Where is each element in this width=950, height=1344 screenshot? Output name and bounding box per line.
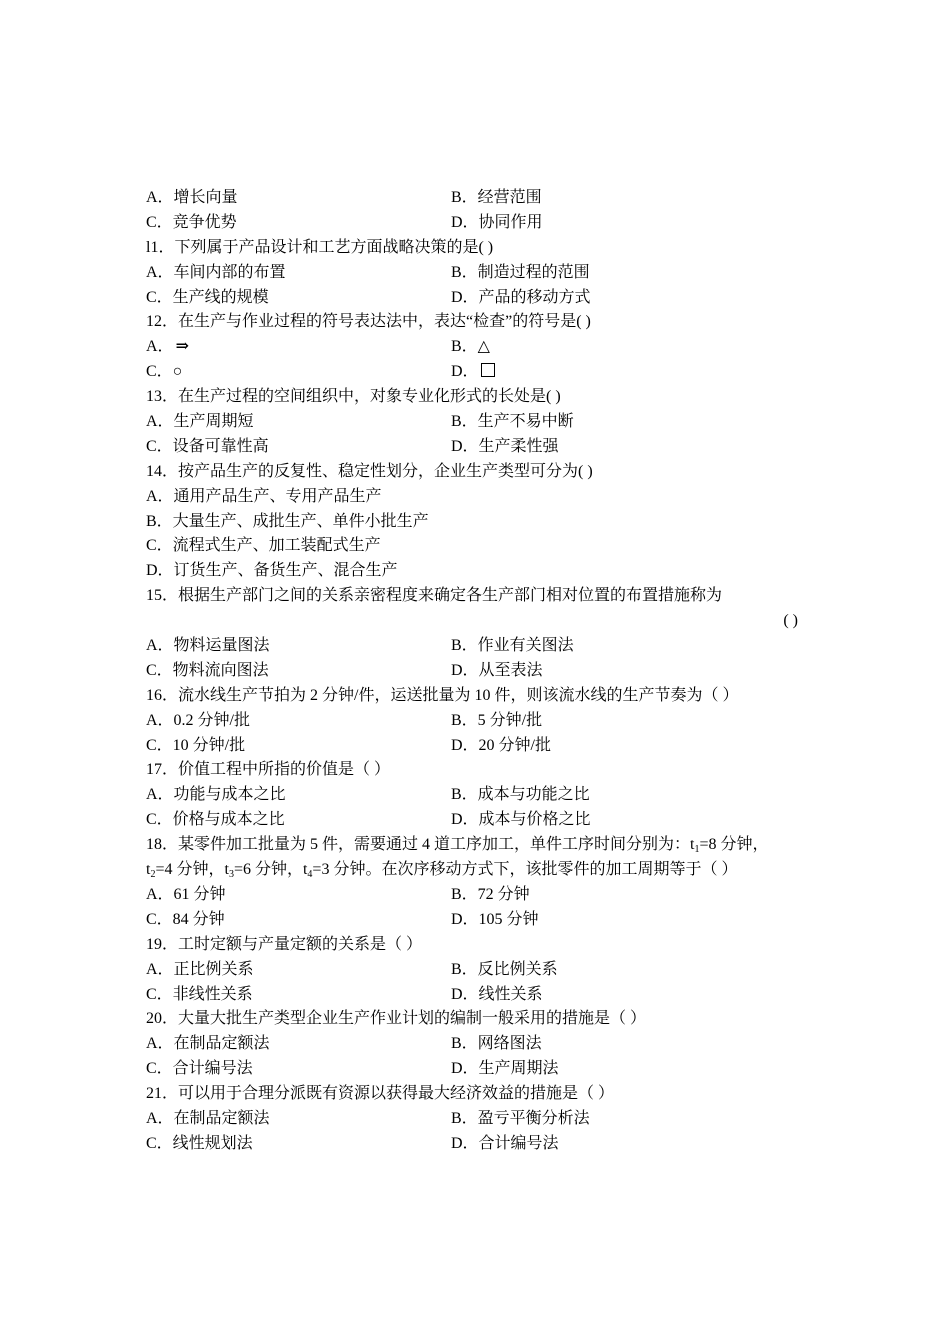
square-outline-icon xyxy=(481,363,495,377)
question-stem xyxy=(146,584,826,609)
question-stem xyxy=(146,684,826,709)
subscript: 4 xyxy=(307,869,313,881)
option-row xyxy=(146,883,826,908)
q19-option-c: C．非线性关系 xyxy=(146,985,253,1003)
q14-option-b: B．大量生产、成批生产、单件小批生产 xyxy=(146,512,429,530)
q17-option-c: C．价格与成本之比 xyxy=(146,811,285,829)
question-stem xyxy=(146,236,826,261)
q15-option-c: C．物料流向图法 xyxy=(146,661,269,679)
subscript: 1 xyxy=(694,844,700,856)
q10-option-b: B．经营范围 xyxy=(451,189,542,206)
option-row xyxy=(146,360,826,385)
option-row xyxy=(146,1032,826,1057)
q12-option-d xyxy=(451,360,495,385)
option-row xyxy=(146,211,826,236)
q15-answer-blank: ( ) xyxy=(783,612,798,630)
q19-option-a: A．正比例关系 xyxy=(146,960,254,978)
q13-option-a: A．生产周期短 xyxy=(146,413,254,431)
q15-stem: 15．根据生产部门之间的关系亲密程度来确定各生产部门相对位置的布置措施称为 xyxy=(146,587,723,605)
q10-option-a: A．增长向量 xyxy=(146,189,238,206)
option-row xyxy=(146,534,826,559)
q20-option-c: C．合计编号法 xyxy=(146,1060,253,1078)
q11-stem: l1．下列属于产品设计和工艺方面战略决策的是( ) xyxy=(146,238,494,256)
option-row xyxy=(146,1132,826,1157)
question-stem xyxy=(146,460,826,485)
q13-option-b: B．生产不易中断 xyxy=(451,413,574,431)
q12-option-a-label: A． xyxy=(146,338,174,356)
q21-option-b: B．盈亏平衡分析法 xyxy=(451,1109,590,1127)
option-row xyxy=(146,1107,826,1132)
question-stem xyxy=(146,1007,826,1032)
option-row xyxy=(146,261,826,286)
q13-stem: 13．在生产过程的空间组织中，对象专业化形式的长处是( ) xyxy=(146,388,561,406)
q20-option-b: B．网络图法 xyxy=(451,1035,542,1053)
option-row xyxy=(146,1057,826,1082)
q18-stem-text: =3 分钟。在次序移动方式下，该批零件的加工周期等于（ ） xyxy=(312,861,738,879)
q21-option-a: A．在制品定额法 xyxy=(146,1109,270,1127)
q14-option-a: A．通用产品生产、专用产品生产 xyxy=(146,487,382,505)
option-row xyxy=(146,808,826,833)
q18-stem-text: =4 分钟，t xyxy=(155,861,229,879)
q15-option-d: D．从至表法 xyxy=(451,661,543,679)
q19-stem: 19．工时定额与产量定额的关系是（ ） xyxy=(146,935,423,953)
q21-option-d: D．合计编号法 xyxy=(451,1134,559,1152)
question-stem xyxy=(146,833,826,858)
q21-option-c: C．线性规划法 xyxy=(146,1134,253,1152)
option-row xyxy=(146,286,826,311)
q11-option-b: B．制造过程的范围 xyxy=(451,263,590,281)
option-row xyxy=(146,734,826,759)
q15-option-a: A．物料运量图法 xyxy=(146,637,270,655)
q18-stem-line2 xyxy=(146,858,737,883)
q14-option-d: D．订货生产、备货生产、混合生产 xyxy=(146,562,398,580)
q15-option-b: B．作业有关图法 xyxy=(451,637,574,655)
q16-option-c: C．10 分钟/批 xyxy=(146,736,246,754)
question-stem xyxy=(146,310,826,335)
q14-stem: 14．按产品生产的反复性、稳定性划分，企业生产类型可分为( ) xyxy=(146,462,593,480)
option-row xyxy=(146,559,826,584)
double-arrow-icon: ⇒ xyxy=(175,338,189,356)
q10-option-d: D．协同作用 xyxy=(451,213,543,231)
q18-option-b: B．72 分钟 xyxy=(451,885,530,903)
question-list xyxy=(146,186,826,1157)
q17-option-b: B．成本与功能之比 xyxy=(451,786,590,804)
q16-option-a: A．0.2 分钟/批 xyxy=(146,711,251,729)
q11-option-a: A．车间内部的布置 xyxy=(146,263,286,281)
q20-option-a: A．在制品定额法 xyxy=(146,1035,270,1053)
q11-option-d: D．产品的移动方式 xyxy=(451,288,591,306)
q20-option-d: D．生产周期法 xyxy=(451,1060,559,1078)
option-row xyxy=(146,410,826,435)
answer-blank-row xyxy=(146,609,826,634)
option-row xyxy=(146,186,826,211)
option-row xyxy=(146,709,826,734)
q12-option-d-label: D． xyxy=(451,363,479,381)
q16-option-d: D．20 分钟/批 xyxy=(451,736,552,754)
option-row xyxy=(146,335,826,360)
question-stem xyxy=(146,1082,826,1107)
q18-stem-text: =8 分钟， xyxy=(699,836,769,854)
q16-option-b: B．5 分钟/批 xyxy=(451,711,543,729)
option-row xyxy=(146,634,826,659)
q17-option-d: D．成本与价格之比 xyxy=(451,811,591,829)
q18-option-c: C．84 分钟 xyxy=(146,910,225,928)
question-stem xyxy=(146,758,826,783)
option-row xyxy=(146,510,826,535)
option-row xyxy=(146,983,826,1008)
q18-stem-text: =6 分钟，t xyxy=(233,861,308,879)
q10-option-c: C．竞争优势 xyxy=(146,213,237,231)
q20-stem: 20．大量大批生产类型企业生产作业计划的编制一般采用的措施是（ ） xyxy=(146,1010,647,1028)
q11-option-c: C．生产线的规模 xyxy=(146,288,269,306)
q12-option-b: B．△ xyxy=(451,338,490,356)
q18-option-a: A．61 分钟 xyxy=(146,885,226,903)
q18-option-d: D．105 分钟 xyxy=(451,910,539,928)
option-row xyxy=(146,908,826,933)
q19-option-d: D．线性关系 xyxy=(451,985,543,1003)
question-stem xyxy=(146,933,826,958)
q12-stem: 12．在生产与作业过程的符号表达法中，表达“检查”的符号是( ) xyxy=(146,313,591,331)
q18-stem-line1 xyxy=(146,833,768,858)
option-row xyxy=(146,485,826,510)
q17-stem: 17．价值工程中所指的价值是（ ） xyxy=(146,761,391,779)
q14-option-c: C．流程式生产、加工装配式生产 xyxy=(146,537,381,555)
q21-stem: 21．可以用于合理分派既有资源以获得最大经济效益的措施是（ ） xyxy=(146,1085,615,1103)
subscript: 2 xyxy=(150,869,156,881)
option-row xyxy=(146,783,826,808)
q17-option-a: A．功能与成本之比 xyxy=(146,786,286,804)
q18-stem-text: t xyxy=(146,861,151,879)
option-row xyxy=(146,958,826,983)
q19-option-b: B．反比例关系 xyxy=(451,960,558,978)
option-row xyxy=(146,435,826,460)
q18-stem-text: 18．某零件加工批量为 5 件，需要通过 4 道工序加工，单件工序时间分别为：t xyxy=(146,836,695,854)
question-stem xyxy=(146,858,826,883)
q13-option-d: D．生产柔性强 xyxy=(451,437,559,455)
question-stem xyxy=(146,385,826,410)
subscript: 3 xyxy=(228,869,234,881)
q13-option-c: C．设备可靠性高 xyxy=(146,437,269,455)
q12-option-c: C．○ xyxy=(146,363,183,381)
q12-option-a xyxy=(146,335,189,360)
option-row xyxy=(146,659,826,684)
q16-stem: 16．流水线生产节拍为 2 分钟/件，运送批量为 10 件，则该流水线的生产节奏为（ ） xyxy=(146,686,739,704)
